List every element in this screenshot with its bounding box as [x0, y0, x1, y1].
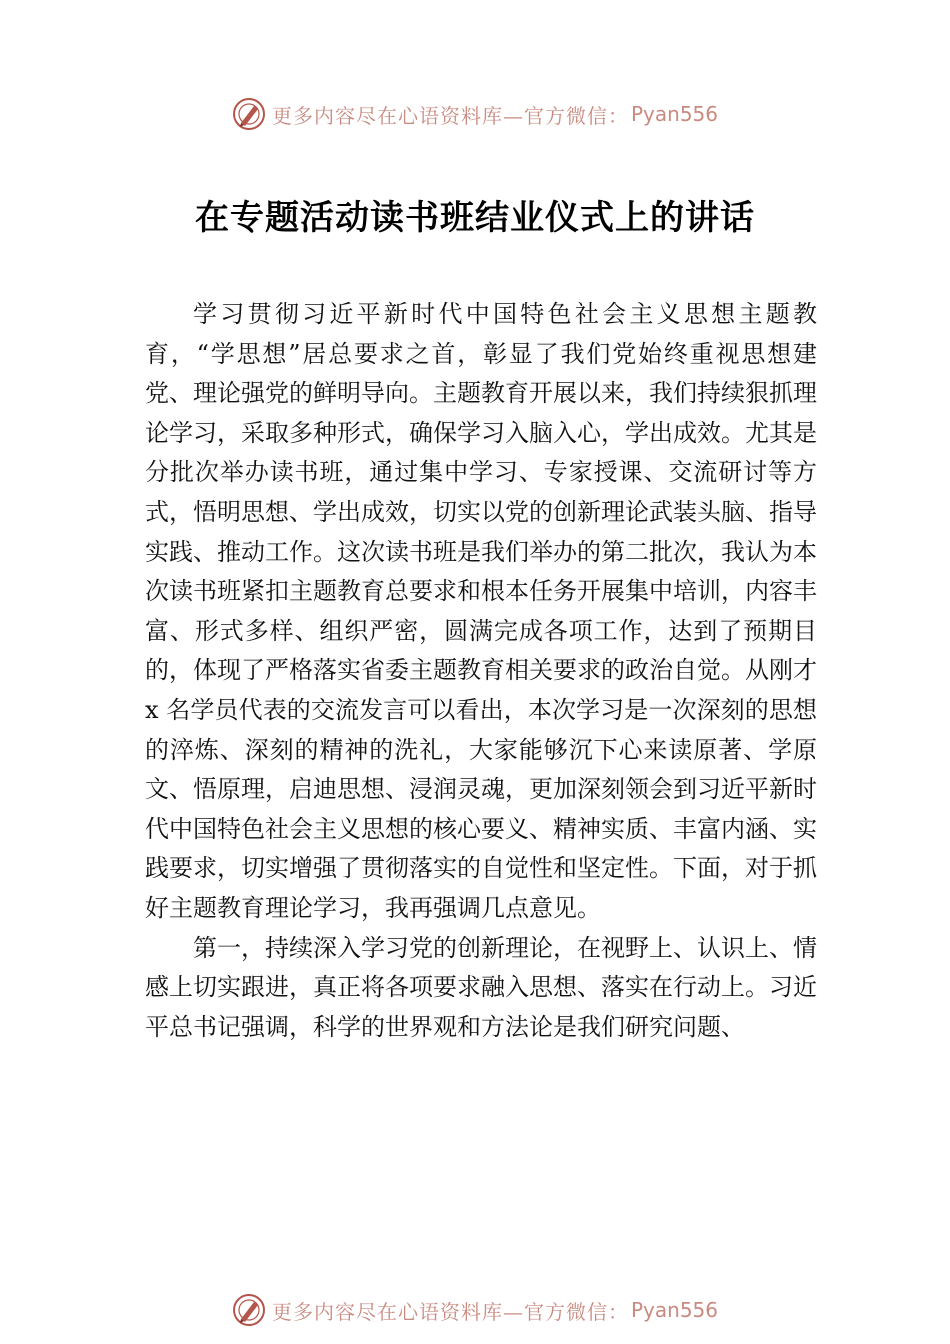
footer-watermark [0, 1290, 950, 1330]
header-watermark-text: 更多内容尽在心语资料库—官方微信： [271, 103, 629, 128]
pen-logo-icon [232, 1293, 266, 1327]
footer-watermark-text: 更多内容尽在心语资料库—官方微信： [271, 1299, 629, 1324]
header-wechat-id: Pyan556 [630, 102, 718, 126]
header-watermark [0, 94, 950, 134]
paragraph-2: 第一，持续深入学习党的创新理论，在视野上、认识上、情感上切实跟进，真正将各项要求融入思想、落实在行动上。习近平总书记强调，科学的世界观和方法论是我们研究问题、 [145, 933, 817, 1041]
footer-wechat-id: Pyan556 [630, 1298, 718, 1322]
paragraph-1: 学习贯彻习近平新时代中国特色社会主义思想主题教育，“学思想”居总要求之首，彰显了我们党始终重视思想建党、理论强党的鲜明导向。主题教育开展以来，我们持续狠抓理论学习，采取多种形式，确保学习入脑入心，学出成效。尤其是分批次举办读书班，通过集中学习、专家授课、交流研讨等方式，悟明思想、学出成效，切实以党的创新理论武装头脑、指导实践、推动工作。这次读书班是我们举办的第二批次，我认为本次读书班紧扣主题教育总要求和根本任务开展集中培训，内容丰富、形式多样、组织严密，圆满完成各项工作，达到了预期目的，体现了严格落实省委主题教育相关要求的政治自觉。从刚才 x 名学员代表的交流发言可以看出，本次学习是一次深刻的思想的淬炼、深刻的精神的洗礼，大家能够沉下心来读原著、学原文、悟原理，启迪思想、浸润灵魂，更加深刻领会到习近平新时代中国特色社会主义思想的核心要义、精神实质、丰富内涵、实践要求，切实增强了贯彻落实的自觉性和坚定性。下面，对于抓好主题教育理论学习，我再强调几点意见。 [145, 300, 817, 922]
document-body [145, 295, 817, 1047]
pen-logo-icon [232, 97, 266, 131]
document-title: 在专题活动读书班结业仪式上的讲话 [195, 198, 755, 238]
